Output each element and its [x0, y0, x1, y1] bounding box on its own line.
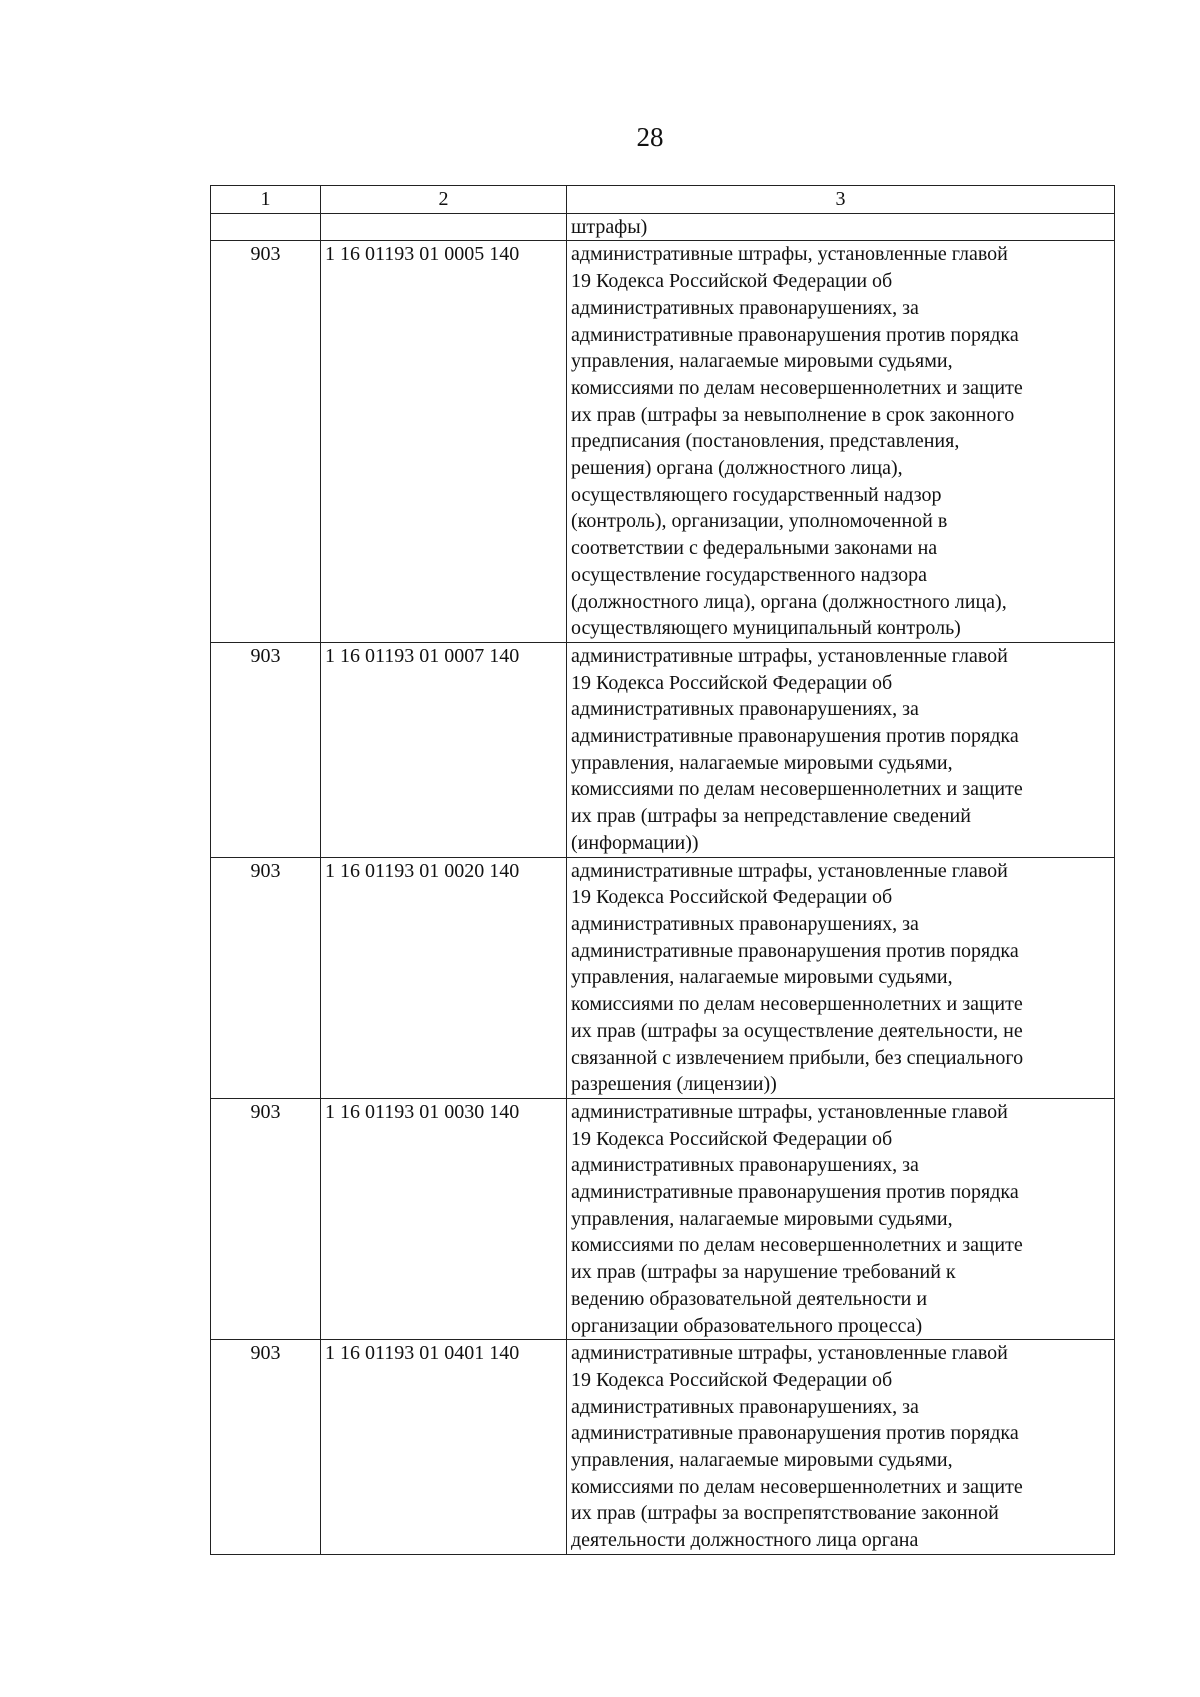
description-line: административные правонарушения против порядка — [571, 725, 1019, 748]
admin-code-cell: 903 — [211, 857, 321, 1098]
description-line: комиссиями по делам несовершеннолетних и защите — [571, 1475, 1023, 1498]
table-row — [211, 1340, 1115, 1555]
description-line: решения) органа (должностного лица), — [571, 457, 903, 480]
description-line: осуществляющего государственный надзор — [571, 483, 942, 506]
description-line: административных правонарушениях, за — [571, 1395, 919, 1418]
description-line: административные штрафы, установленные главой — [571, 1342, 1008, 1365]
description-line: (должностного лица), органа (должностного лица), — [571, 590, 1007, 613]
description-line: соответствии с федеральными законами на — [571, 537, 938, 560]
description-line: управления, налагаемые мировыми судьями, — [571, 966, 953, 989]
description-line: управления, налагаемые мировыми судьями, — [571, 1207, 953, 1230]
description-line: их прав (штрафы за воспрепятствование законной — [571, 1502, 999, 1525]
description-line: комиссиями по делам несовершеннолетних и защите — [571, 1234, 1023, 1257]
description-line: (информации)) — [571, 831, 699, 854]
description-line: административные правонарушения против порядка — [571, 323, 1019, 346]
column-header-2: 2 — [321, 186, 567, 214]
table-row-continuation — [211, 213, 1115, 241]
description-line: 19 Кодекса Российской Федерации об — [571, 1127, 893, 1150]
description-line: деятельности должностного лица органа — [571, 1529, 919, 1552]
description-line: (контроль), организации, уполномоченной в — [571, 510, 948, 533]
description-line: разрешения (лицензии)) — [571, 1073, 777, 1096]
description-line: управления, налагаемые мировыми судьями, — [571, 350, 953, 373]
table-row — [211, 241, 1115, 643]
description-line: осуществляющего муниципальный контроль) — [571, 617, 961, 640]
description-line: их прав (штрафы за непредставление сведений — [571, 805, 971, 828]
admin-code-cell: 903 — [211, 1340, 321, 1555]
description-line: комиссиями по делам несовершеннолетних и защите — [571, 376, 1023, 399]
column-header-3: 3 — [567, 186, 1115, 214]
description-line: комиссиями по делам несовершеннолетних и защите — [571, 993, 1023, 1016]
description-line: их прав (штрафы за осуществление деятельности, не — [571, 1019, 1023, 1042]
description-line: ведению образовательной деятельности и — [571, 1287, 928, 1310]
kbk-code-cell: 1 16 01193 01 0007 140 — [321, 642, 567, 857]
description-cell — [567, 241, 1115, 643]
kbk-code-cell: 1 16 01193 01 0030 140 — [321, 1098, 567, 1339]
admin-code-cell: 903 — [211, 1098, 321, 1339]
admin-code-cell: 903 — [211, 642, 321, 857]
table-row — [211, 642, 1115, 857]
kbk-table — [210, 185, 1115, 1555]
description-cell — [567, 1098, 1115, 1339]
description-cell — [567, 642, 1115, 857]
description-line: административные правонарушения против порядка — [571, 939, 1019, 962]
description-line: их прав (штрафы за невыполнение в срок законного — [571, 403, 1015, 426]
description-line: административные штрафы, установленные главой — [571, 859, 1008, 882]
description-line: их прав (штрафы за нарушение требований к — [571, 1261, 956, 1284]
description-line: 19 Кодекса Российской Федерации об — [571, 270, 893, 293]
description-line: административных правонарушениях, за — [571, 912, 919, 935]
description-line: административные штрафы, установленные главой — [571, 1100, 1008, 1123]
description-line: административные правонарушения против порядка — [571, 1422, 1019, 1445]
description-cell — [567, 1340, 1115, 1555]
table-header-row — [211, 186, 1115, 214]
description-line: организации образовательного процесса) — [571, 1314, 923, 1337]
description-line: административных правонарушениях, за — [571, 1154, 919, 1177]
description-line: административных правонарушениях, за — [571, 296, 919, 319]
admin-code-cell — [211, 213, 321, 241]
description-cell — [567, 857, 1115, 1098]
description-cell: штрафы) — [567, 213, 1115, 241]
column-header-1: 1 — [211, 186, 321, 214]
description-line: предписания (постановления, представления, — [571, 430, 960, 453]
description-line: комиссиями по делам несовершеннолетних и защите — [571, 778, 1023, 801]
page-number: 28 — [636, 122, 664, 152]
description-line: 19 Кодекса Российской Федерации об — [571, 671, 893, 694]
table-row — [211, 1098, 1115, 1339]
description-line: управления, налагаемые мировыми судьями, — [571, 751, 953, 774]
kbk-code-cell: 1 16 01193 01 0020 140 — [321, 857, 567, 1098]
kbk-code-cell — [321, 213, 567, 241]
admin-code-cell: 903 — [211, 241, 321, 643]
description-line: административных правонарушениях, за — [571, 698, 919, 721]
description-line: административные правонарушения против порядка — [571, 1181, 1019, 1204]
kbk-code-cell: 1 16 01193 01 0401 140 — [321, 1340, 567, 1555]
description-line: 19 Кодекса Российской Федерации об — [571, 886, 893, 909]
description-line: управления, налагаемые мировыми судьями, — [571, 1449, 953, 1472]
description-line: административные штрафы, установленные главой — [571, 243, 1008, 266]
description-line: 19 Кодекса Российской Федерации об — [571, 1368, 893, 1391]
table-row — [211, 857, 1115, 1098]
description-line: связанной с извлечением прибыли, без специального — [571, 1046, 1024, 1069]
description-line: административные штрафы, установленные главой — [571, 644, 1008, 667]
description-line: осуществление государственного надзора — [571, 563, 928, 586]
kbk-code-cell: 1 16 01193 01 0005 140 — [321, 241, 567, 643]
